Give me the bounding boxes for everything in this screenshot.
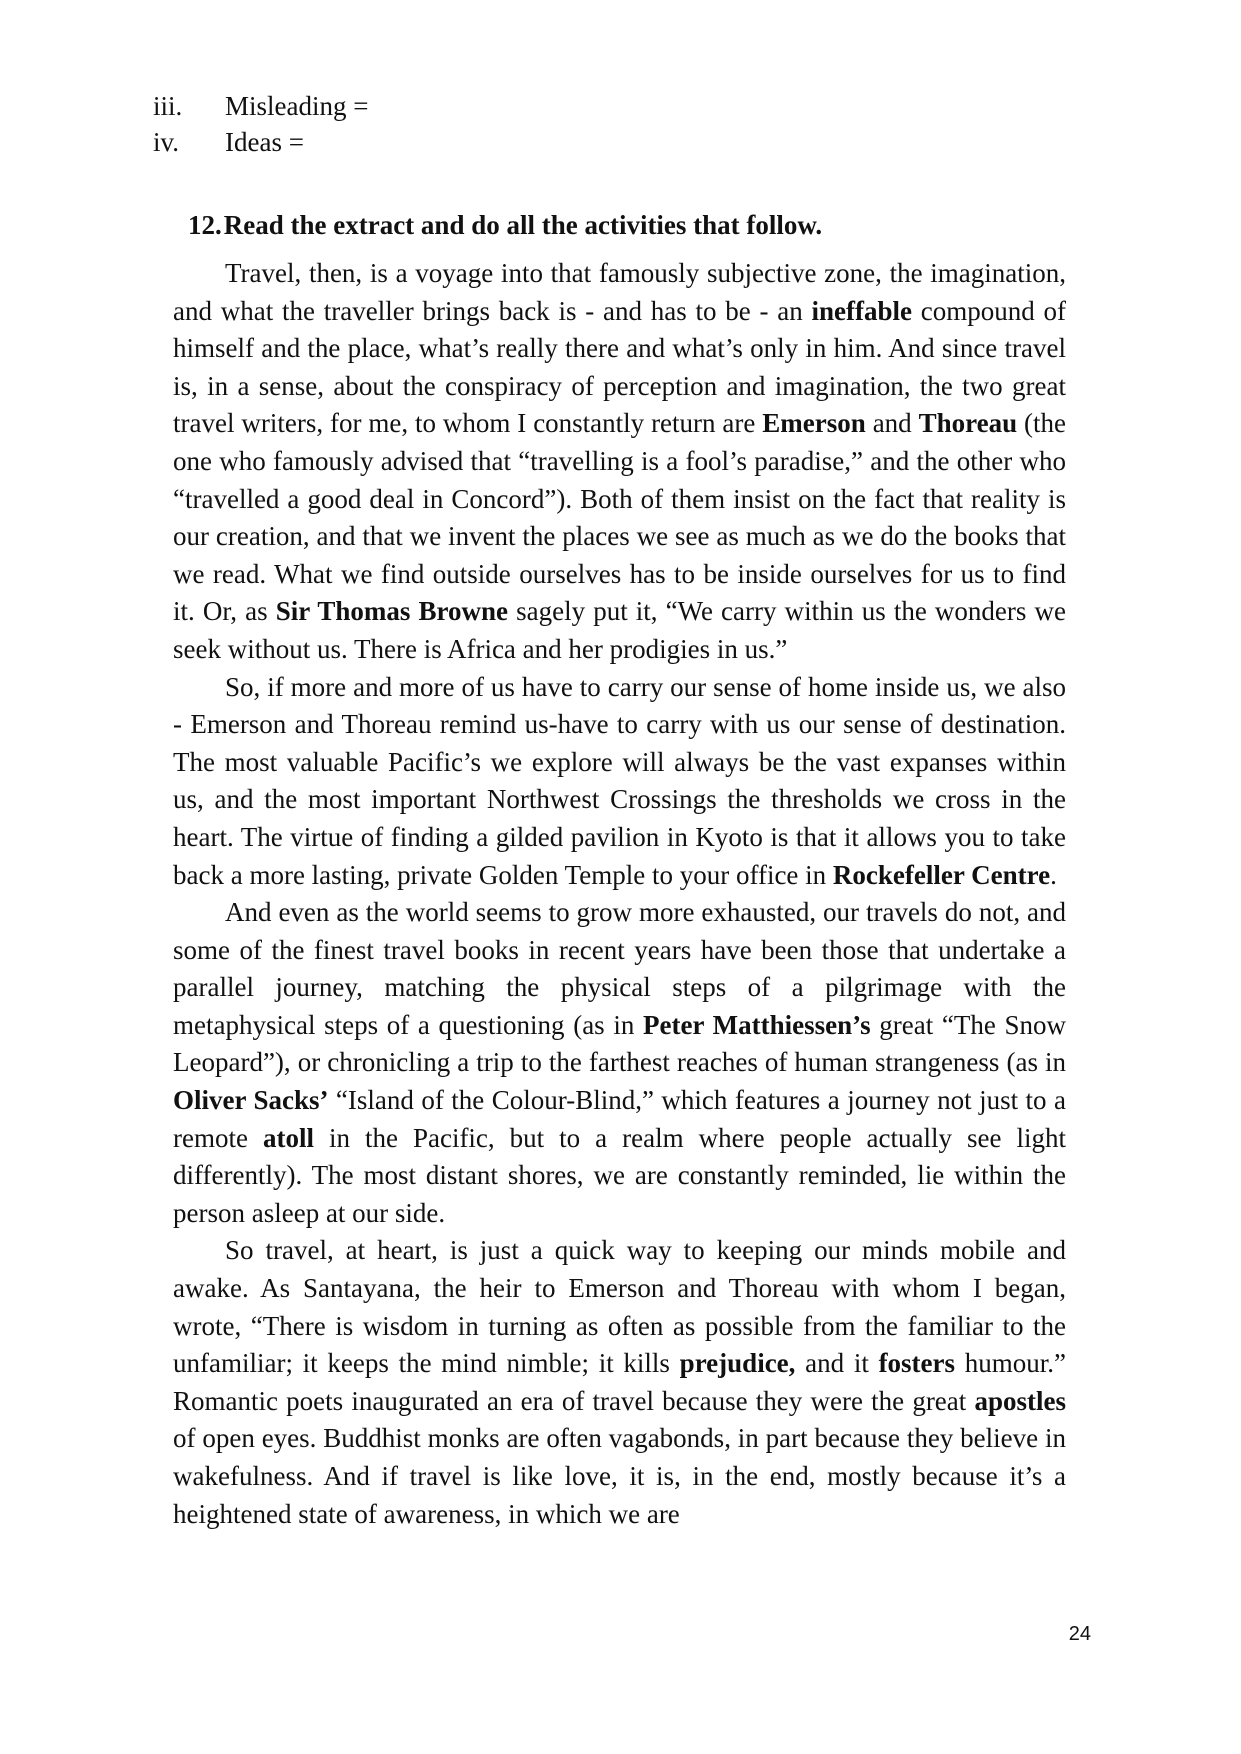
- text-run: So travel, at heart, is just a quick way to keeping our minds mobile and awake. As Santayana, the heir to Emerson and Thoreau with whom I began, wrote, “There is wisdom in turning as often as possible from the familiar to the unfamiliar; it keeps the mind nimble; it kills: [173, 1235, 1066, 1379]
- list-item: [153, 124, 368, 160]
- extract-paragraph: [173, 894, 1066, 1232]
- bold-term: fosters: [878, 1348, 956, 1379]
- text-run: (the one who famously advised that “travelling is a fool’s paradise,” and the other who “travelled a good deal in Concord”). Both of them insist on the fact that reality is our creation, and that we invent the places we see as much as we do the books that we read. What we find outside ourselves has to be inside ourselves for us to find it. Or, as: [173, 408, 1067, 627]
- text-run: Travel, then, is a voyage into that famously subjective zone, the imagination, and what the traveller brings back is - and has to be - an: [173, 258, 1066, 326]
- text-run: and it: [795, 1348, 879, 1379]
- bold-term: prejudice,: [679, 1348, 796, 1379]
- vocabulary-list: [153, 88, 368, 160]
- extract-paragraph: [173, 1232, 1066, 1533]
- list-text: Misleading =: [225, 91, 369, 121]
- bold-term: atoll: [262, 1122, 314, 1153]
- extract-paragraph: [173, 669, 1066, 895]
- extract-paragraph: [173, 255, 1066, 669]
- list-text: Ideas =: [225, 127, 304, 157]
- text-run: compound of himself and the place, what’s really there and what’s only in him. And since travel is, in a sense, about the conspiracy of perception and imagination, the two great travel writers, for me, to whom I constantly return are: [173, 295, 1067, 439]
- text-run: in the Pacific, but to a realm where people actually see light differently). The most distant shores, we are constantly reminded, lie within the person asleep at our side.: [173, 1122, 1066, 1228]
- list-item: [153, 88, 368, 124]
- text-run: of open eyes. Buddhist monks are often vagabonds, in part because they believe in wakefulness. And if travel is like love, it is, in the end, mostly because it’s a heightened state of awareness, in which we are: [173, 1423, 1066, 1529]
- bold-term: Peter Matthiessen’s: [643, 1009, 871, 1040]
- bold-term: Emerson: [762, 408, 866, 439]
- bold-term: apostles: [974, 1385, 1066, 1416]
- bold-term: Rockefeller Centre: [832, 859, 1051, 890]
- text-run: and: [865, 408, 919, 439]
- bold-term: ineffable: [811, 295, 912, 326]
- question-heading: [188, 207, 822, 243]
- list-numeral: iv.: [153, 127, 179, 157]
- text-run: humour.” Romantic poets inaugurated an era of travel because they were the great: [173, 1348, 1066, 1416]
- text-run: sagely put it, “We carry within us the wonders we seek without us. There is Africa and her prodigies in us.”: [173, 596, 1066, 664]
- extract-body: [173, 255, 1066, 1533]
- text-run: great “The Snow Leopard”), or chronicling a trip to the farthest reaches of human strangeness (as in: [173, 1009, 1066, 1078]
- bold-term: Oliver Sacks’: [173, 1085, 329, 1116]
- text-run: And even as the world seems to grow more exhausted, our travels do not, and some of the finest travel books in recent years have been those that undertake a parallel journey, matching the physical steps of a pilgrimage with the metaphysical steps of a questioning (as in: [173, 897, 1066, 1040]
- text-run: .: [1050, 859, 1057, 890]
- text-run: “Island of the Colour-Blind,” which features a journey not just to a remote: [173, 1085, 1067, 1153]
- page-number: 24: [1068, 1623, 1091, 1645]
- question-number: 12.: [188, 210, 222, 240]
- bold-term: Thoreau: [918, 408, 1018, 439]
- bold-term: Sir Thomas Browne: [275, 596, 508, 627]
- list-numeral: iii.: [153, 91, 183, 121]
- question-text: Read the extract and do all the activities that follow.: [223, 210, 823, 240]
- text-run: So, if more and more of us have to carry our sense of home inside us, we also - Emerson and Thoreau remind us-have to carry with us our sense of destination. The most valuable Pacific’s we explore will always be the vast expanses within us, and the most important Northwest Crossings the thresholds we cross in the heart. The virtue of finding a gilded pavilion in Kyoto is that it allows you to take back a more lasting, private Golden Temple to your office in: [173, 671, 1066, 890]
